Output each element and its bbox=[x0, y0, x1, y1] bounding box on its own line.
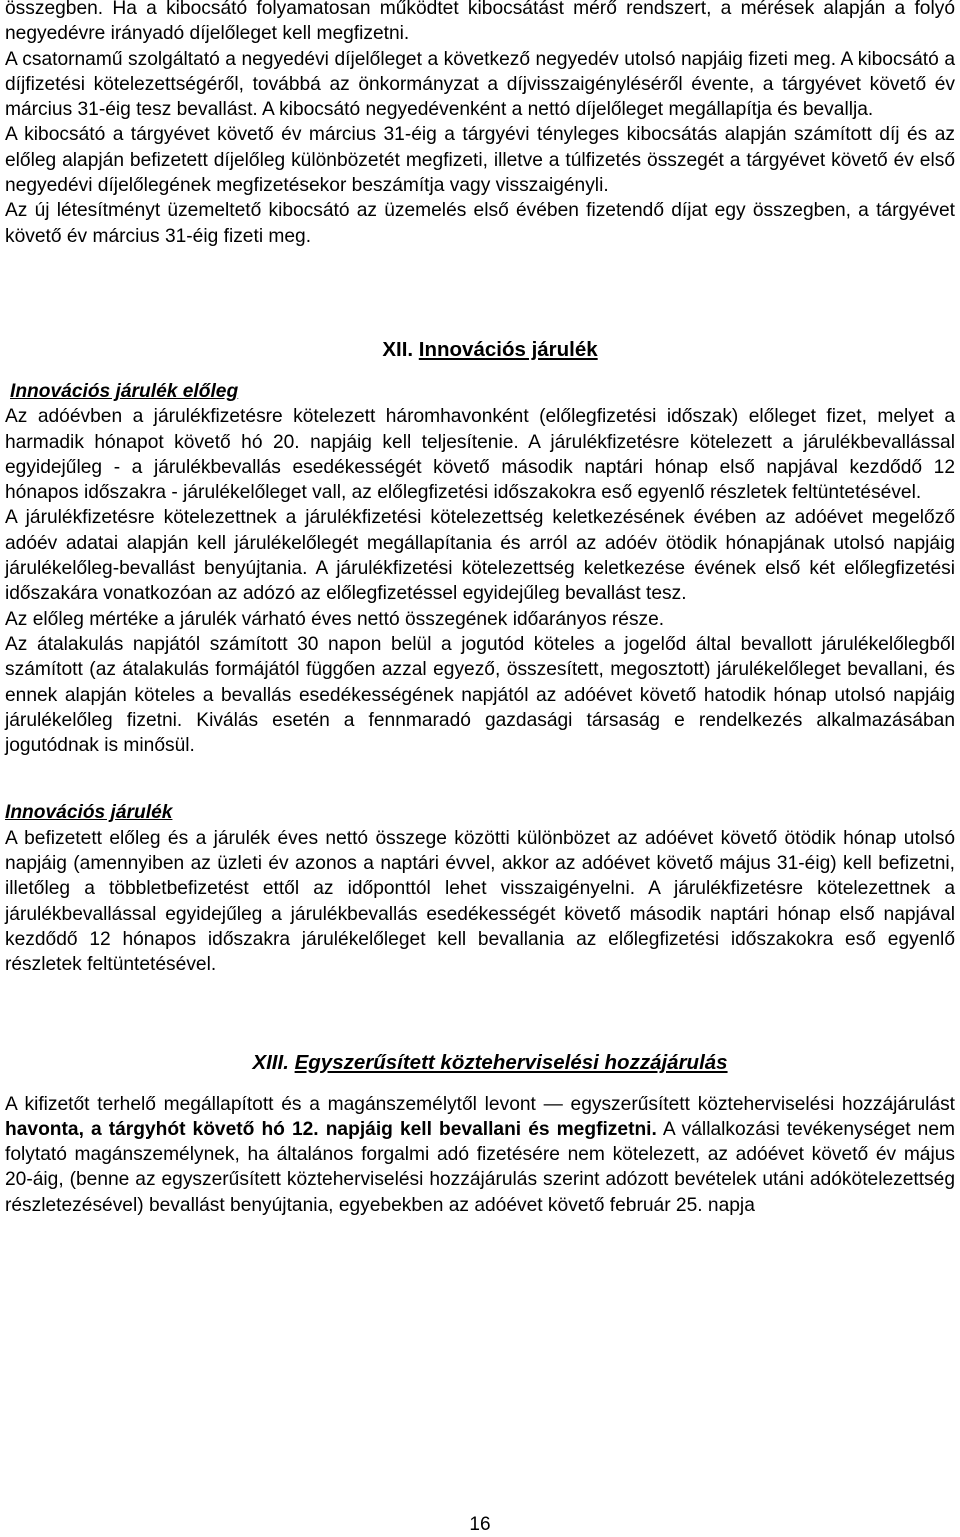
document-page bbox=[5, 0, 955, 1218]
subheading: Innovációs járulék előleg bbox=[10, 380, 239, 402]
section-title: Egyszerűsített közteherviselési hozzájárulás bbox=[294, 1050, 728, 1074]
paragraph bbox=[5, 1092, 955, 1218]
section-heading-xiii bbox=[5, 1048, 955, 1078]
section-title: Innovációs járulék bbox=[418, 337, 598, 361]
paragraph-emphasis: havonta, a tárgyhót követő hó 12. napjáig kell bevallani és megfizetni. bbox=[5, 1118, 657, 1140]
paragraph: Az előleg mértéke a járulék várható éves nettó összegének időarányos része. bbox=[5, 608, 665, 630]
paragraph: Az új létesítményt üzemeltető kibocsátó az üzemelés első évében fizetendő díjat egy összegben, a tárgyévet követő év március 31-éig fizeti meg. bbox=[5, 200, 955, 247]
paragraph: összegben. Ha a kibocsátó folyamatosan működtet kibocsátást mérő rendszert, a mérések alapján a folyó negyedévre irányadó díjelőleget kell megfizetni. bbox=[5, 0, 955, 45]
paragraph-text: A kifizetőt terhelő megállapított és a magánszemélytől levont — egyszerűsített közteherviselési hozzájárulást bbox=[5, 1093, 955, 1115]
page-number: 16 bbox=[469, 1514, 491, 1535]
paragraph: A kibocsátó a tárgyévet követő év március 31-éig a tárgyévi tényleges kibocsátás alapján számított díj és az előleg alapján befizetett díjelőleg különbözetét megfizeti, illetve a túlfizetés összegét a tárgyévet követő év első negyedévi díjelőlegének megfizetésekor beszámítja vagy visszaigényli. bbox=[5, 124, 955, 197]
paragraph: Az átalakulás napjától számított 30 napon belül a jogutód köteles a jogelőd által bevallott járulékelőlegből számított (az átalakulás formájától függően azzal egyező, összesített, megosztott) járulékelőleget bevallani, és ennek alapján köteles a bevallás esedékességének napjától az adóévet követő hatodik hónap utolsó napjáig járulékelőleg fizetni. Kiválás esetén a fennmaradó gazdasági társaság e rendelkezés alkalmazásában jogutódnak is minősül. bbox=[5, 633, 955, 757]
paragraph: A befizetett előleg és a járulék éves nettó összege közötti különbözet az adóévet követő ötödik hónap utolsó napjáig (amennyiben az üzleti év azonos a naptári évvel, akkor az adóévet követő május 31-éig) kell befizetni, illetőleg a többletbefizetést ettől az időponttól lehet visszaigényelni. A járulékfizetésre kötelezettnek a járulékbevallással egyidejűleg a járulékbevallás esedékességét követő második naptári hónap első napjával kezdődő 12 hónapos időszakra járulékelőleget kell bevallania az előlegfizetési időszakokra eső egyenlő részletek feltüntetésével. bbox=[5, 827, 955, 976]
section-number: XIII. bbox=[252, 1050, 289, 1074]
paragraph: A csatornamű szolgáltató a negyedévi díjelőleget a következő negyedév utolsó napjáig fizeti meg. A kibocsátó a díjfizetési kötelezettségéről, továbbá az önkormányzat a díjvisszaigényléséről évente, a tárgyévet követő év március 31-éig tesz bevallást. A kibocsátó negyedévenként a nettó díjelőleget megállapítja és bevallja. bbox=[5, 48, 955, 121]
paragraph: A járulékfizetésre kötelezettnek a járulékfizetési kötelezettség keletkezésének évében az adóévet megelőző adóév adatai alapján kell járulékelőlegét megállapítania és arról az adóév ötödik hónapjának utolsó napjáig járulékelőleg-bevallást benyújtania. A járulékfizetési kötelezettség keletkezése évének első két előlegfizetési időszakára vonatkozóan az adózó az előlegfizetéssel egyidejűleg bevallást tesz. bbox=[5, 507, 955, 605]
section-heading-xii bbox=[5, 335, 955, 365]
paragraph: Az adóévben a járulékfizetésre kötelezett háromhavonként (előlegfizetési időszak) előleget fizet, melyet a harmadik hónapot követő hó 20. napjáig kell teljesítenie. A járulékfizetésre kötelezett a járulékbevallással egyidejűleg - a járulékbevallás esedékességét követő második naptári hónap első napjával kezdődő 12 hónapos időszakra - járulékelőleget vall, az előlegfizetési időszakokra eső egyenlő részletek feltüntetésével. bbox=[5, 406, 955, 504]
paragraph-text: A vállalkozási tevékenységet nem folytató magánszemélynek, ha általános forgalmi adó fizetésére nem kötelezett, az adóévet követő év május 20-áig, (benne az egyszerűsített közteherviselési hozzájárulás szerint adózott bevételek utáni adókötelezettség részletezésével) bevallást benyújtania, egyebekben az adóévet követő február 25. napja bbox=[5, 1118, 955, 1216]
section-number: XII. bbox=[382, 337, 414, 361]
subheading: Innovációs járulék bbox=[5, 802, 173, 824]
